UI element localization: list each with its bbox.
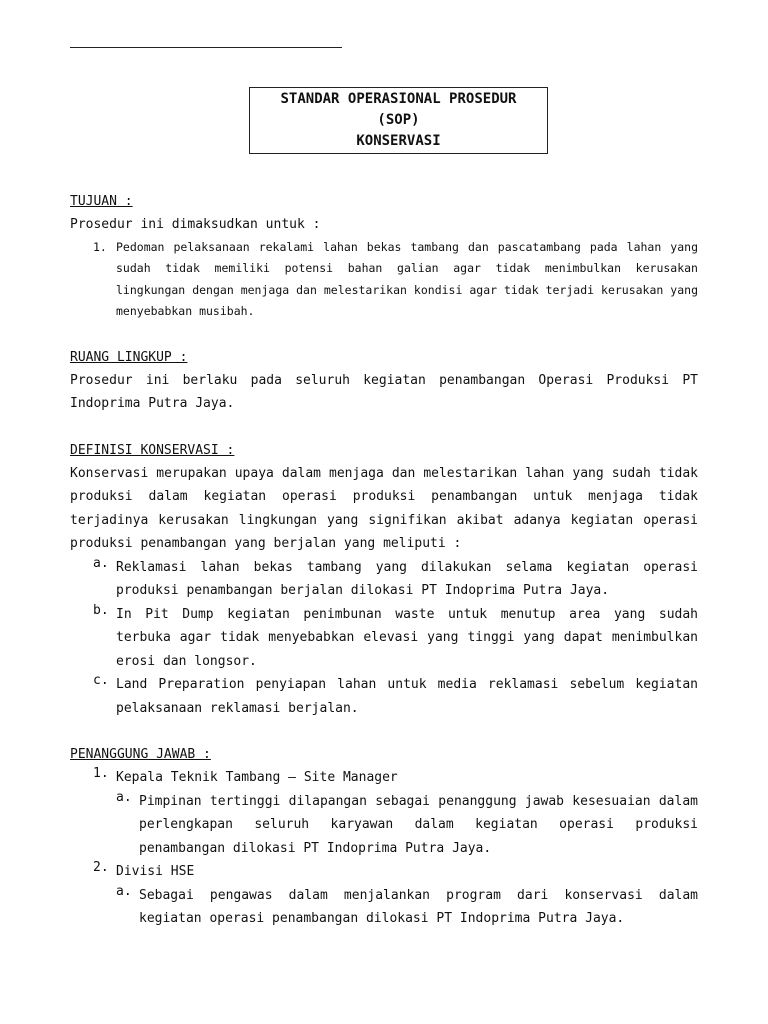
list-item-text: Pimpinan tertinggi dilapangan sebagai penanggung jawab kesesuaian dalam perlengkapan seluruh karyawan dalam kegiatan operasi produksi penambangan dilokasi PT Indoprima Putra Jaya.	[139, 793, 698, 856]
section-definisi	[70, 439, 698, 721]
definisi-heading: DEFINISI KONSERVASI :	[70, 442, 235, 458]
list-item-text: Land Preparation penyiapan lahan untuk media reklamasi sebelum kegiatan pelaksanaan reklamasi berjalan.	[116, 677, 698, 716]
list-item	[70, 556, 698, 603]
list-item-text: Sebagai pengawas dalam menjalankan program dari konservasi dalam kegiatan operasi penambangan dilokasi PT Indoprima Putra Jaya.	[139, 887, 698, 926]
list-marker: a.	[116, 789, 132, 805]
list-item	[70, 603, 698, 674]
list-marker: 1.	[93, 239, 107, 254]
list-item	[70, 860, 698, 884]
list-marker: a.	[116, 883, 132, 899]
ruang-lingkup-text: Prosedur ini berlaku pada seluruh kegiatan penambangan Operasi Produksi PT Indoprima Putra Jaya.	[70, 372, 698, 411]
list-item	[70, 766, 698, 790]
list-item	[70, 673, 698, 720]
sub-list-item	[70, 884, 698, 931]
ruang-lingkup-heading: RUANG LINGKUP :	[70, 349, 188, 365]
list-marker: 2.	[93, 860, 109, 875]
list-item-text: In Pit Dump kegiatan penimbunan waste untuk menutup area yang sudah terbuka agar tidak menyebabkan elevasi yang tinggi yang dapat menimbulkan erosi dan longsor.	[116, 606, 698, 669]
title-line-2: (SOP)	[377, 112, 420, 128]
list-marker: c.	[93, 673, 109, 688]
section-tujuan	[70, 190, 698, 323]
list-marker: 1.	[93, 766, 109, 781]
document-body	[70, 190, 698, 954]
definisi-text: Konservasi merupakan upaya dalam menjaga dan melestarikan lahan yang sudah tidak produksi dalam kegiatan operasi produksi penambangan untuk menjaga tidak terjadinya kerusakan lingkungan yang signifikan akibat adanya kegiatan operasi produksi penambangan yang berjalan yang meliputi :	[70, 465, 698, 551]
title-line-3: KONSERVASI	[356, 133, 441, 149]
list-item	[70, 237, 698, 323]
list-marker: a.	[93, 555, 109, 571]
sub-list-item	[70, 790, 698, 861]
tujuan-intro: Prosedur ini dimaksudkan untuk :	[70, 217, 321, 232]
section-penanggung-jawab	[70, 743, 698, 931]
header-rule	[70, 47, 342, 48]
penanggung-jawab-heading: PENANGGUNG JAWAB :	[70, 747, 211, 762]
tujuan-heading: TUJUAN :	[70, 194, 133, 209]
title-line-1: STANDAR OPERASIONAL PROSEDUR	[280, 91, 517, 107]
list-item-text: Reklamasi lahan bekas tambang yang dilakukan selama kegiatan operasi produksi penambangan berjalan dilokasi PT Indoprima Putra Jaya.	[116, 559, 698, 598]
list-marker: b.	[93, 602, 109, 618]
title-box	[249, 87, 548, 154]
list-item-text: Kepala Teknik Tambang – Site Manager	[116, 770, 398, 785]
list-item-text: Divisi HSE	[116, 864, 195, 879]
list-item-text: Pedoman pelaksanaan rekalami lahan bekas tambang dan pascatambang pada lahan yang sudah tidak memiliki potensi bahan galian agar tidak menimbulkan kerusakan lingkungan dengan menjaga dan melestarikan kondisi agar tidak terjadi kerusakan yang menyebabkan musibah.	[116, 239, 698, 318]
section-ruang-lingkup	[70, 346, 698, 416]
